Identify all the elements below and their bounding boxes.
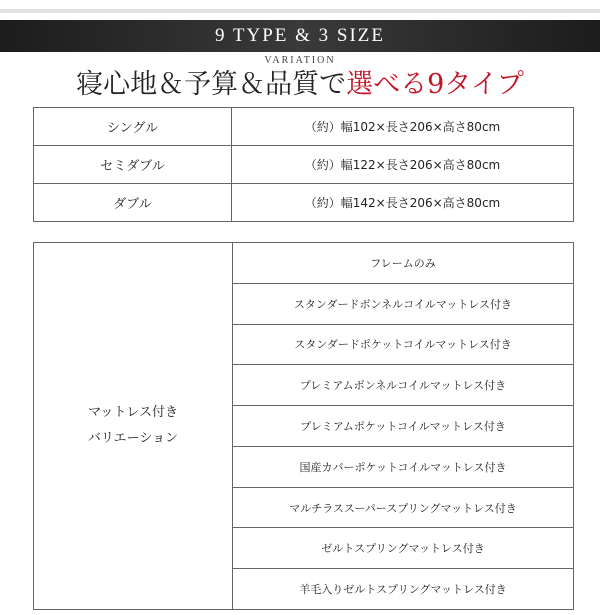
size-dimensions: （約）幅142×長さ206×高さ80cm bbox=[232, 184, 574, 221]
size-table bbox=[33, 107, 574, 222]
size-row bbox=[33, 146, 574, 184]
variation-item: プレミアムポケットコイルマットレス付き bbox=[233, 406, 573, 447]
title-banner bbox=[0, 20, 600, 52]
variation-item: 羊毛入りゼルトスプリングマットレス付き bbox=[299, 583, 507, 597]
variation-list bbox=[233, 243, 573, 609]
size-name: セミダブル bbox=[33, 146, 232, 183]
variation-item: スタンダードボンネルコイルマットレス付き bbox=[233, 284, 573, 325]
headline bbox=[0, 66, 600, 104]
headline-lead: 寝心地＆予算＆品質で bbox=[76, 69, 347, 100]
variation-item: スタンダードポケットコイルマットレス付き bbox=[233, 325, 573, 366]
banner-title: 9 TYPE & 3 SIZE bbox=[214, 25, 386, 46]
variation-item: ゼルトスプリングマットレス付き bbox=[233, 528, 573, 569]
size-name: ダブル bbox=[33, 184, 232, 221]
section-subtitle: VARIATION bbox=[264, 55, 336, 66]
size-name: シングル bbox=[33, 108, 232, 145]
top-divider bbox=[0, 9, 600, 13]
variation-header-line: バリエーション bbox=[87, 431, 179, 446]
size-row bbox=[33, 108, 574, 146]
size-dimensions: （約）幅122×長さ206×高さ80cm bbox=[232, 146, 574, 183]
variation-item: マルチラススーパースプリングマットレス付き bbox=[233, 488, 573, 529]
variation-table bbox=[33, 242, 574, 610]
size-dimensions: （約）幅102×長さ206×高さ80cm bbox=[232, 108, 574, 145]
variation-item: プレミアムボンネルコイルマットレス付き bbox=[233, 365, 573, 406]
variation-header bbox=[34, 243, 233, 609]
variation-header-line: マットレス付き bbox=[87, 405, 179, 420]
variation-item: 国産カバーポケットコイルマットレス付き bbox=[233, 447, 573, 488]
size-row bbox=[33, 184, 574, 222]
headline-accent: 選べる9タイプ bbox=[346, 69, 524, 100]
variation-item: フレームのみ bbox=[233, 243, 573, 284]
